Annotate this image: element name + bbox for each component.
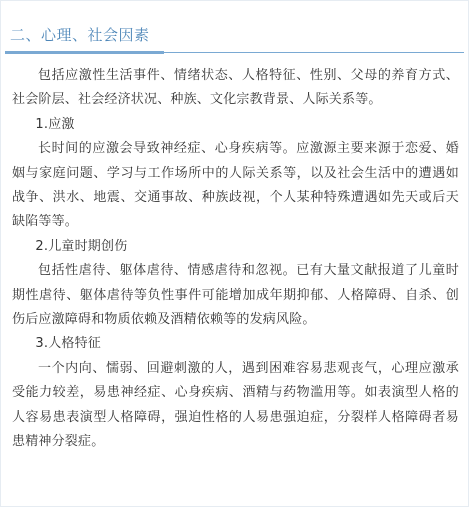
heading-underline bbox=[5, 52, 464, 53]
subheading-personality: 3.人格特征 bbox=[35, 336, 101, 352]
stress-paragraph: 长时间的应激会导致神经症、心身疾病等。应激源主要来源于恋爱、婚姻与家庭问题、学习与工作场所中的人际关系等，以及社会生活中的遭遇如战争、洪水、地震、交通事故、种族歧视，个人某种特殊遭遇如先天或后天缺陷等等。 bbox=[12, 141, 459, 230]
subheading-stress: 1.应激 bbox=[35, 116, 75, 132]
article-body bbox=[12, 64, 459, 455]
section-heading: 二、心理、社会因素 bbox=[10, 26, 150, 44]
childhood-trauma-paragraph: 包括性虐待、躯体虐待、情感虐待和忽视。已有大量文献报道了儿童时期性虐待、躯体虐待等负性事件可能增加成年期抑郁、人格障碍、自杀、创伤后应激障碍和物质依赖及酒精依赖等的发病风险。 bbox=[12, 263, 459, 328]
personality-paragraph: 一个内向、懦弱、回避刺激的人，遇到困难容易悲观丧气，心理应激承受能力较差，易患神经症、心身疾病、酒精与药物滥用等。如表演型人格的人容易患表演型人格障碍，强迫性格的人易患强迫症，分裂样人格障碍者易患精神分裂症。 bbox=[12, 360, 459, 450]
intro-paragraph: 包括应激性生活事件、情绪状态、人格特征、性别、父母的养育方式、社会阶层、社会经济状况、种族、文化宗教背景、人际关系等。 bbox=[12, 68, 459, 108]
subheading-childhood-trauma: 2.儿童时期创伤 bbox=[35, 238, 128, 254]
